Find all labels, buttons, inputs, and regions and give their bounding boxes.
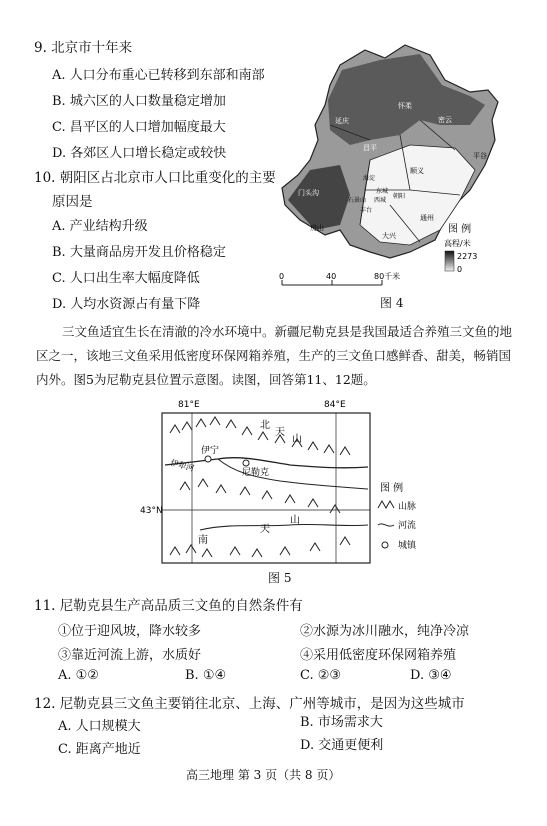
q10-stem-cont: 原因是 xyxy=(52,194,93,210)
district-tongzhou: 通州 xyxy=(420,214,434,222)
district-fangshan: 房山 xyxy=(310,224,324,232)
q10-option-b: B. 大量商品房开发且价格稳定 xyxy=(52,245,226,260)
map-frame xyxy=(162,413,370,563)
q12-option-a: A. 人口规模大 xyxy=(58,719,141,734)
river-yili-main xyxy=(165,458,368,468)
q10-stem: 10. 朝阳区占北京市人口比重变化的主要 xyxy=(34,170,276,186)
q11-item-4: ④采用低密度环保网箱养殖 xyxy=(300,648,457,663)
district-chaoyang: 朝阳 xyxy=(393,193,406,200)
river-yili-label: 伊犁河 xyxy=(169,458,195,474)
legend-mountain-label: 山脉 xyxy=(398,502,417,512)
district-daxing: 大兴 xyxy=(382,232,396,240)
legend4-title: 图 例 xyxy=(448,224,472,235)
q10-option-a: A. 产业结构升级 xyxy=(52,219,148,234)
legend5-title: 图 例 xyxy=(380,483,404,494)
q9-option-a: A. 人口分布重心已转移到东部和南部 xyxy=(52,68,265,83)
label-shan-south: 山 xyxy=(290,515,300,526)
north-tianshan-range xyxy=(170,417,350,513)
legend-river-label: 河流 xyxy=(398,521,417,531)
south-tianshan-range xyxy=(170,537,350,557)
q11-item-2: ②水源为冰川融水，纯净冷凉 xyxy=(300,624,470,639)
district-pinggu: 平谷 xyxy=(473,152,487,160)
label-shan-north: 山 xyxy=(292,434,302,445)
legend-mountain-icon xyxy=(378,501,394,508)
town-nileke-marker xyxy=(243,460,249,466)
figure4-caption: 图 4 xyxy=(380,296,404,310)
lat-43: 43°N xyxy=(140,506,163,516)
town-yining-marker xyxy=(205,456,211,462)
district-haidian: 海淀 xyxy=(363,175,376,182)
legend4-min: 0 xyxy=(457,265,463,274)
page-footer: 高三地理 第 3 页（共 8 页） xyxy=(186,768,341,782)
district-shijingshan: 石景山 xyxy=(348,197,367,204)
district-changping: 昌平 xyxy=(363,144,377,152)
q10-option-d: D. 人均水资源占有量下降 xyxy=(52,297,201,312)
nileke-map-figure xyxy=(140,395,430,575)
q11-option-d: D. ③④ xyxy=(410,668,452,683)
district-miyun: 密云 xyxy=(438,116,452,124)
legend-river-icon xyxy=(378,524,394,526)
q12-stem: 12. 尼勒克县三文鱼主要销往北京、上海、广州等城市，是因为这些城市 xyxy=(34,696,465,712)
scale-80: 80千米 xyxy=(374,272,401,281)
district-yanqing: 延庆 xyxy=(335,117,349,125)
legend4-max: 2273 xyxy=(457,252,478,261)
district-xicheng: 西城 xyxy=(374,197,387,204)
river-south xyxy=(200,524,368,530)
q9-option-d: D. 各郊区人口增长稳定或较快 xyxy=(52,146,227,161)
q11-item-3: ③靠近河流上游，水质好 xyxy=(58,648,202,663)
label-tian-north: 天 xyxy=(275,427,285,438)
district-shunyi: 顺义 xyxy=(410,167,424,175)
q11-stem: 11. 尼勒克县生产高品质三文鱼的自然条件有 xyxy=(34,598,303,614)
lon-81: 81°E xyxy=(178,400,200,410)
legend-town-label: 城镇 xyxy=(398,541,417,551)
q12-option-d: D. 交通更便利 xyxy=(300,738,384,753)
q12-option-b: B. 市场需求大 xyxy=(300,715,383,730)
beijing-map-figure xyxy=(270,30,520,300)
q10-option-c: C. 人口出生率大幅度降低 xyxy=(52,271,200,286)
q11-option-a: A. ①② xyxy=(58,668,99,683)
town-nileke-label: 尼勒克 xyxy=(242,468,270,478)
district-huairou: 怀柔 xyxy=(398,102,412,110)
legend-town-icon xyxy=(382,542,388,548)
label-tian-south: 天 xyxy=(260,524,270,535)
scale-0: 0 xyxy=(279,272,285,281)
elevation-legend-bar xyxy=(445,251,454,271)
intro-paragraph: 三文鱼适宜生长在清澈的冷水环境中。新疆尼勒克县是我国最适合养殖三文鱼的地区之一，该地三文鱼采用低密度环保网箱养殖，生产的三文鱼口感鲜香、甜美，畅销国内外。图5为尼勒克县位置示意图。读图，回答第11、12题。 xyxy=(36,324,513,387)
town-yining-label: 伊宁 xyxy=(201,446,220,456)
scale-40: 40 xyxy=(326,272,337,281)
district-fengtai: 丰台 xyxy=(360,207,373,214)
lon-84: 84°E xyxy=(324,400,346,410)
figure5-caption: 图 5 xyxy=(268,571,292,585)
legend4-unit: 高程/米 xyxy=(444,239,471,248)
label-bei: 北 xyxy=(260,420,270,431)
q9-option-c: C. 昌平区的人口增加幅度最大 xyxy=(52,120,226,135)
district-dongcheng: 东城 xyxy=(376,188,389,195)
district-mentougou: 门头沟 xyxy=(298,189,319,197)
q11-item-1: ①位于迎风坡，降水较多 xyxy=(58,624,202,639)
q11-option-b: B. ①④ xyxy=(185,668,227,683)
q9-option-b: B. 城六区的人口数量稳定增加 xyxy=(52,94,226,109)
label-nan: 南 xyxy=(198,535,208,546)
q11-option-c: C. ②③ xyxy=(300,668,342,683)
q9-stem: 9. 北京市十年来 xyxy=(34,40,133,56)
q12-option-c: C. 距离产地近 xyxy=(58,742,141,757)
river-branch xyxy=(218,459,368,489)
